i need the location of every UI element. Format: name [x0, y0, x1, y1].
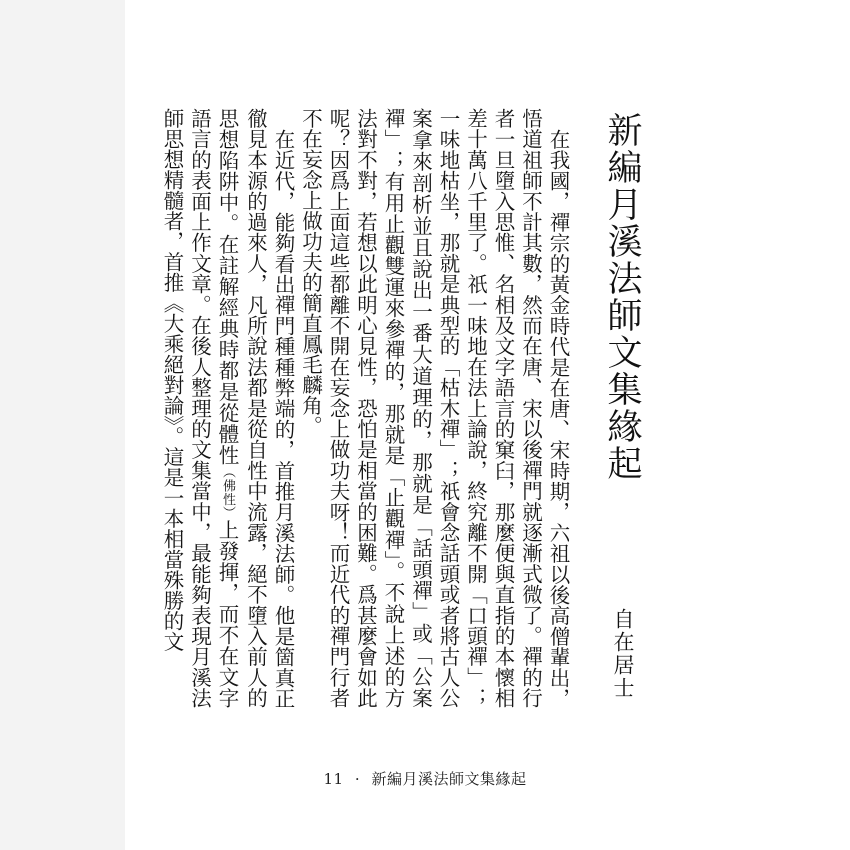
paragraph-2-note: （佛性） — [220, 465, 235, 520]
document-body — [160, 108, 571, 709]
paragraph-2-book-title: 《大乘絕對論》 — [160, 292, 184, 426]
paragraph-1: 在我國，禪宗的黃金時代是在唐、宋時期，六祖以後高僧輩出，悟道祖師不計其數，然而在唐、宋以後禪門就逐漸式微了。禪的行者一旦墮入思惟、名相及文字語言的窠臼，那麼便與直指的本懷相差十萬八千里了。祇一味地在法上論說，終究離不開「口頭禪」；一味地枯坐，那就是典型的「枯木禪」；祇會念話頭或者將古人公案拿來剖析並且說出一番大道理的，那就是「話頭禪」或「公案禪」；有用止觀雙運來參禪的，那就是「止觀禪」。不說上述的方法對不對，若想以此明心見性，恐怕是相當的困難。爲甚麼會如此呢？因爲上面這些都離不開在妄念上做功夫呀！而近代的禪門行者不在妄念上做功夫的簡直鳳毛麟角。 — [298, 108, 570, 708]
page-number: 11 — [323, 770, 344, 788]
paragraph-2 — [158, 108, 297, 708]
document-author: 自在居士 — [611, 608, 635, 700]
running-title: 新編月溪法師文集緣起 — [371, 770, 527, 788]
footer-separator: · — [354, 770, 361, 788]
page-footer — [0, 768, 850, 789]
document-title: 新編月溪法師文集緣起 — [602, 112, 642, 482]
page-shadow — [0, 0, 125, 850]
paragraph-2-text-a: 在近代，能夠看出禪門種種弊端的，首推月溪法師。他是箇真正徹見本源的過來人，凡所說法都是從自性中流露，絕不墮入前人的思想陷阱中。在註解經典時都是從體性 — [215, 108, 295, 708]
paragraph-2-text-b: 上發揮，而不在文字語言的表面上作文章。在後人整理的文集當中，最能夠表現月溪法師思想精髓者，首推 — [160, 108, 239, 709]
paragraph-2-text-c: 。這是一本相當殊勝的文 — [160, 425, 184, 652]
